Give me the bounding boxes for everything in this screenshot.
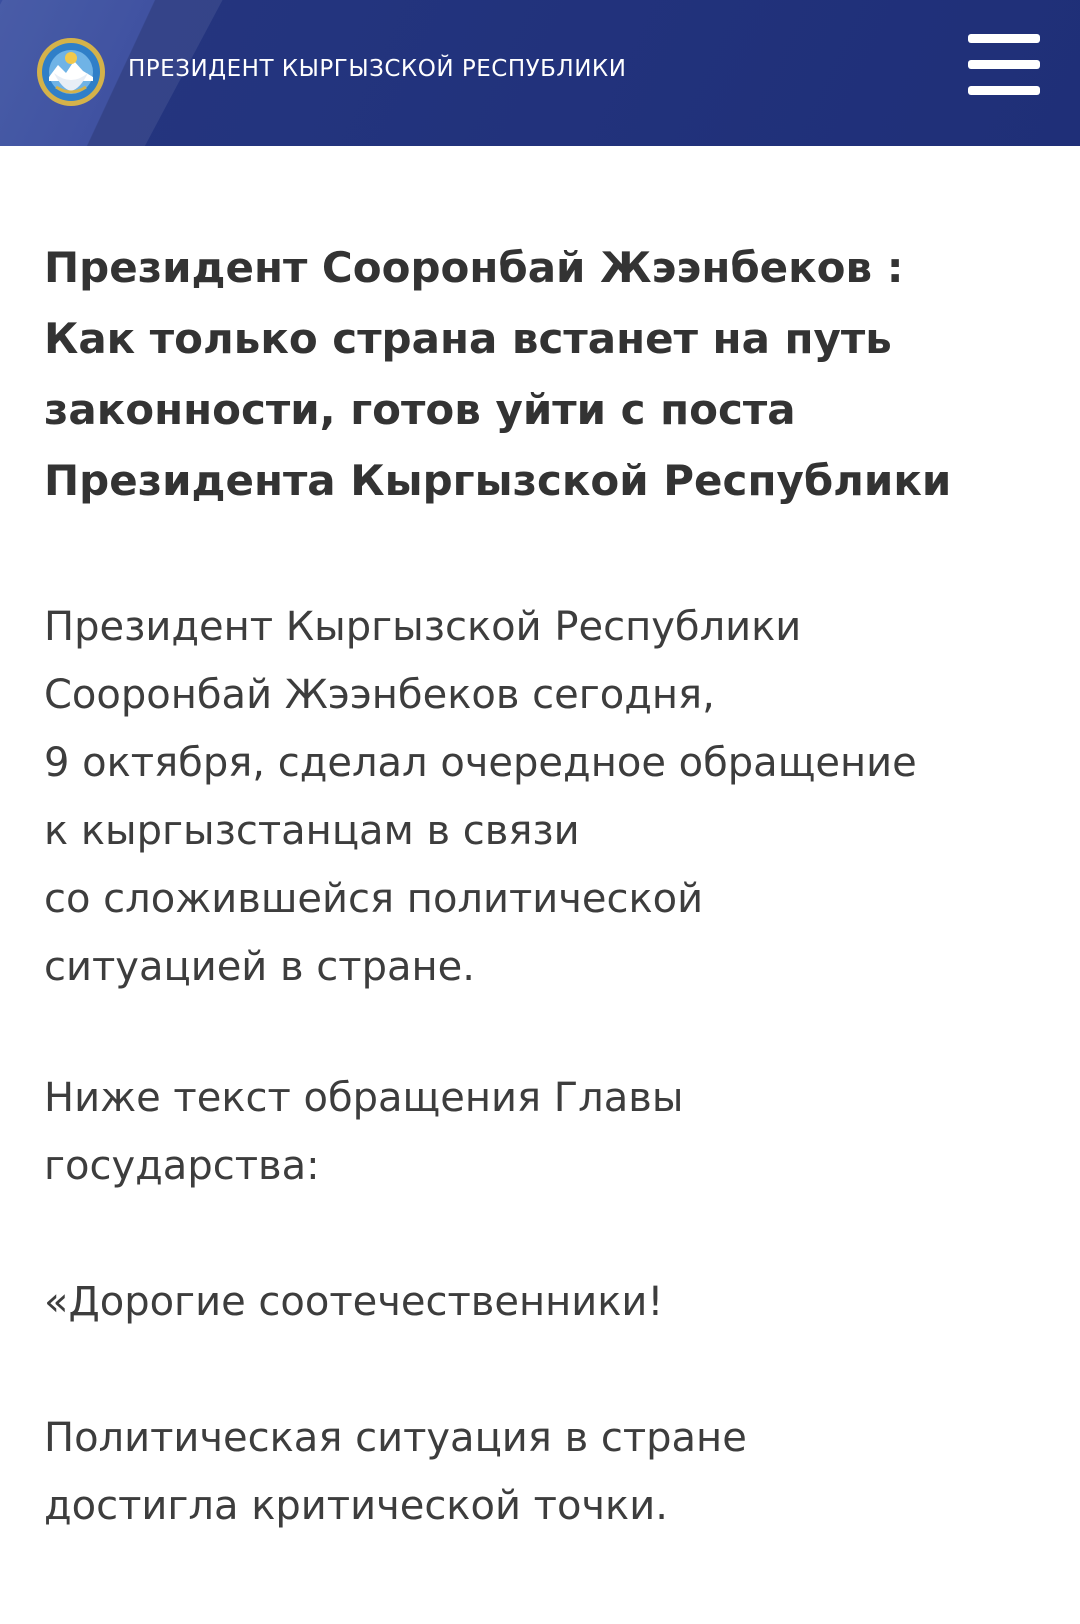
article-paragraph: Ниже текст обращения Главы государства: xyxy=(44,1075,684,1189)
article-paragraph: Президент Кыргызской Республики Сооронбай Жээнбеков сегодня, 9 октября, сделал очередное обращение к кыргызстанцам в связи со сложившейся политической ситуацией в стране. xyxy=(44,604,917,990)
site-title[interactable]: ПРЕЗИДЕНТ КЫРГЫЗСКОЙ РЕСПУБЛИКИ xyxy=(128,56,627,82)
menu-line xyxy=(968,34,1040,43)
state-emblem-icon[interactable] xyxy=(36,37,106,107)
article-paragraph: «Дорогие соотечественники! xyxy=(44,1279,664,1325)
menu-line xyxy=(968,86,1040,95)
site-header xyxy=(0,0,1080,146)
menu-line xyxy=(968,60,1040,69)
hamburger-menu-icon[interactable] xyxy=(968,32,1040,96)
article-headline: Президент Сооронбай Жээнбеков : Как только страна встанет на путь законности, готов уйти с поста Президента Кыргызской Республики xyxy=(44,243,952,505)
article-paragraph: Политическая ситуация в стране достигла критической точки. xyxy=(44,1415,747,1529)
